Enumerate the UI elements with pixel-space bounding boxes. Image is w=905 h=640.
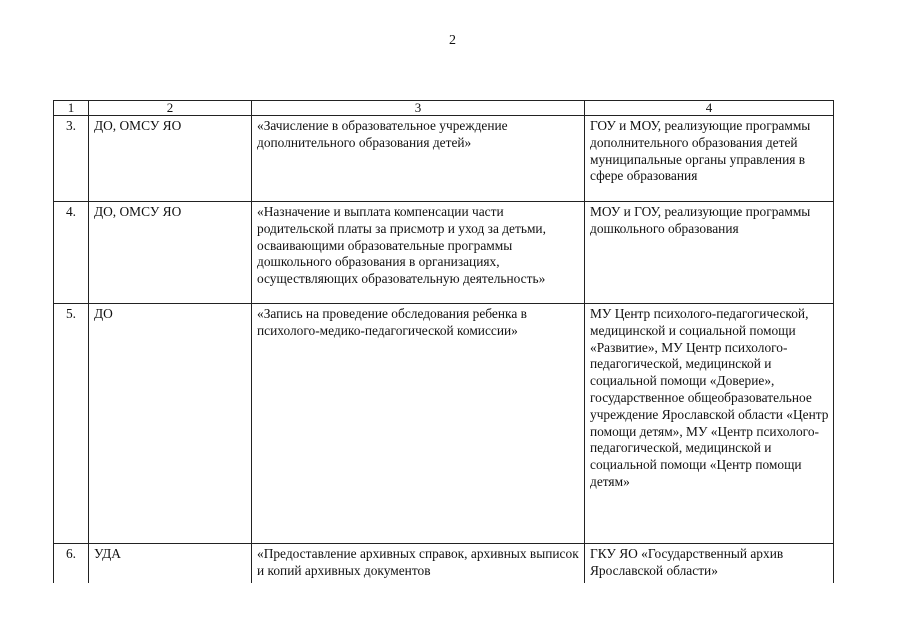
table-row [54, 304, 834, 544]
row-number: 5. [54, 304, 89, 544]
row-providers: ГКУ ЯО «Государственный архив Ярославской области» [585, 544, 834, 584]
row-service: «Запись на проведение обследования ребенка в психолого-медико-педагогической комиссии» [252, 304, 585, 544]
row-service: «Предоставление архивных справок, архивных выписок и копий архивных документов [252, 544, 585, 584]
row-providers: МОУ и ГОУ, реализующие программы дошкольного образования [585, 202, 834, 304]
row-authority: ДО, ОМСУ ЯО [89, 116, 252, 202]
services-table [53, 100, 834, 583]
header-cell-4: 4 [585, 101, 834, 116]
row-providers: МУ Центр психолого-педагогической, медицинской и социальной помощи «Развитие», МУ Центр психолого-педагогической, медицинской и социальной помощи «Доверие», государственное общеобразовательное учреждение Ярославской области «Центр помощи детям», МУ «Центр психолого-педагогической, медицинской и социальной помощи «Центр помощи детям» [585, 304, 834, 544]
page-number: 2 [449, 33, 456, 48]
row-service: «Назначение и выплата компенсации части родительской платы за присмотр и уход за детьми, осваивающими образовательные программы дошкольного образования в организациях, осуществляющих образовательную деятельность» [252, 202, 585, 304]
row-authority: УДА [89, 544, 252, 584]
table-row [54, 202, 834, 304]
row-authority: ДО [89, 304, 252, 544]
row-authority: ДО, ОМСУ ЯО [89, 202, 252, 304]
header-cell-2: 2 [89, 101, 252, 116]
table-row [54, 544, 834, 584]
row-service: «Зачисление в образовательное учреждение дополнительного образования детей» [252, 116, 585, 202]
row-number: 6. [54, 544, 89, 584]
row-number: 3. [54, 116, 89, 202]
table-row [54, 116, 834, 202]
row-providers: ГОУ и МОУ, реализующие программы дополнительного образования детей муниципальные органы управления в сфере образования [585, 116, 834, 202]
header-cell-1: 1 [54, 101, 89, 116]
table-header-row [54, 101, 834, 116]
header-cell-3: 3 [252, 101, 585, 116]
row-number: 4. [54, 202, 89, 304]
